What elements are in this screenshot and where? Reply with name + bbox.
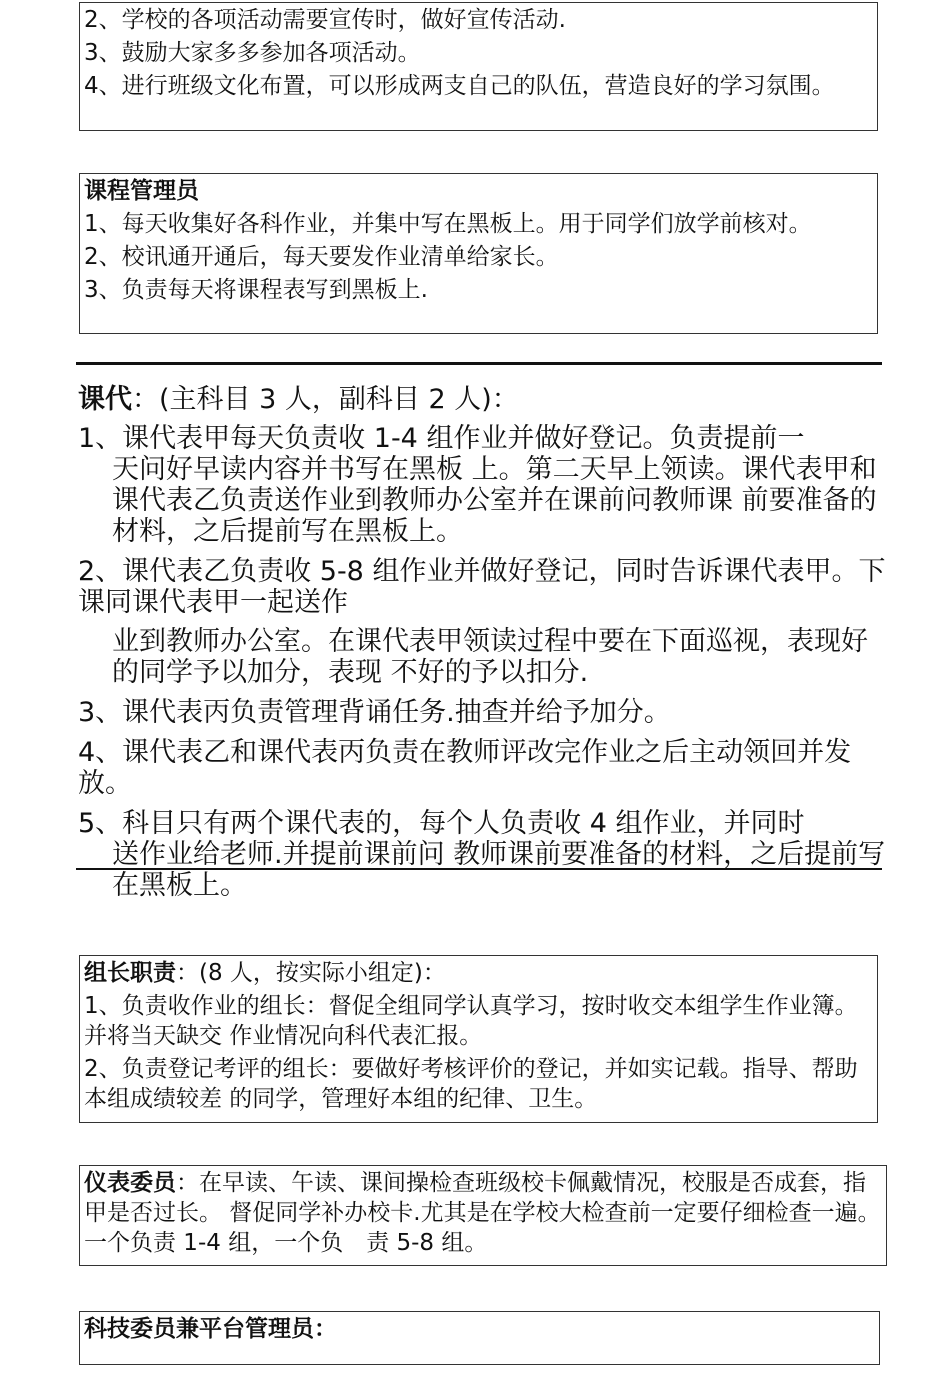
tech-monitor-box <box>79 1311 880 1365</box>
uniform-monitor-text <box>84 1168 882 1258</box>
duty-line: 1、每天收集好各科作业，并集中写在黑板上。用于同学们放学前核对。 <box>84 211 812 237</box>
representative-duty-3: 3、课代表丙负责管理背诵任务.抽查并给予加分。 <box>78 697 671 728</box>
group-leader-title: 组长职责 <box>84 960 176 986</box>
duty-line-continued: 业到教师办公室。在课代表甲领读过程中要在下面巡视，表现好的同学予以加分，表现 不好的予以扣分. <box>112 626 868 688</box>
duty-line: 5、科目只有两个课代表的，每个人负责收 4 组作业，并同时 <box>78 808 805 839</box>
group-leader-count: ：(8 人，按实际小组定)： <box>176 960 446 986</box>
course-representatives-section <box>78 384 888 901</box>
section-divider <box>76 362 882 365</box>
duty-line: 3、鼓励大家多多参加各项活动。 <box>84 40 421 66</box>
duty-line: 1、课代表甲每天负责收 1-4 组作业并做好登记。负责提前一 <box>78 423 805 454</box>
group-leader-heading <box>84 958 873 988</box>
course-representatives-heading <box>78 384 888 415</box>
page-break-line <box>76 868 882 870</box>
representative-duty-4: 4、课代表乙和课代表丙负责在教师评改完作业之后主动领回并发放。 <box>78 737 852 799</box>
publicity-duties-box <box>79 2 878 131</box>
representative-duty-5 <box>78 808 888 901</box>
uniform-monitor-box <box>79 1165 887 1266</box>
representative-duty-1 <box>78 423 888 547</box>
tech-monitor-title: 科技委员兼平台管理员： <box>84 1316 337 1342</box>
representative-duty-2 <box>78 556 888 688</box>
duty-line: 3、负责每天将课程表写到黑板上. <box>84 277 428 303</box>
duty-line-continued: 天问好早读内容并书写在黑板 上。第二天早上领读。课代表甲和课代表乙负责送作业到教师办公室并在课前问教师课 前要准备的材料，之后提前写在黑板上。 <box>112 454 877 547</box>
duty-line: 4、进行班级文化布置，可以形成两支自己的队伍，营造良好的学习氛围。 <box>84 73 835 99</box>
duty-line: 2、校讯通开通后，每天要发作业清单给家长。 <box>84 244 559 270</box>
duty-line-continued: 送作业给老师.并提前课前问 教师课前要准备的材料，之后提前写在黑板上。 <box>112 839 886 901</box>
duty-line: 2、负责登记考评的组长：要做好考核评价的登记，并如实记载。指导、帮助本组成绩较差 的同学，管理好本组的纪律、卫生。 <box>84 1056 858 1112</box>
uniform-monitor-title: 仪表委员 <box>84 1170 176 1196</box>
duty-line: 2、学校的各项活动需要宣传时，做好宣传活动. <box>84 7 566 33</box>
duty-line: 2、课代表乙负责收 5-8 组作业并做好登记，同时告诉课代表甲。下课同课代表甲一起送作 <box>78 556 886 618</box>
course-representatives-count: ：(主科目 3 人，副科目 2 人)： <box>132 384 519 415</box>
group-leader-box <box>79 955 878 1123</box>
course-representatives-title: 课代 <box>78 384 132 415</box>
uniform-monitor-duties: ：在早读、午读、课间操检查班级校卡佩戴情况，校服是否成套，指甲是否过长。 督促同学补办校卡.尤其是在学校大检查前一定要仔细检查一遍。一个负责 1-4 组，一个负 责 5-8 组。 <box>84 1170 881 1256</box>
course-manager-title: 课程管理员 <box>84 178 199 204</box>
duty-line: 1、负责收作业的组长：督促全组同学认真学习，按时收交本组学生作业簿。并将当天缺交 作业情况向科代表汇报。 <box>84 993 858 1049</box>
course-manager-box <box>79 173 878 334</box>
